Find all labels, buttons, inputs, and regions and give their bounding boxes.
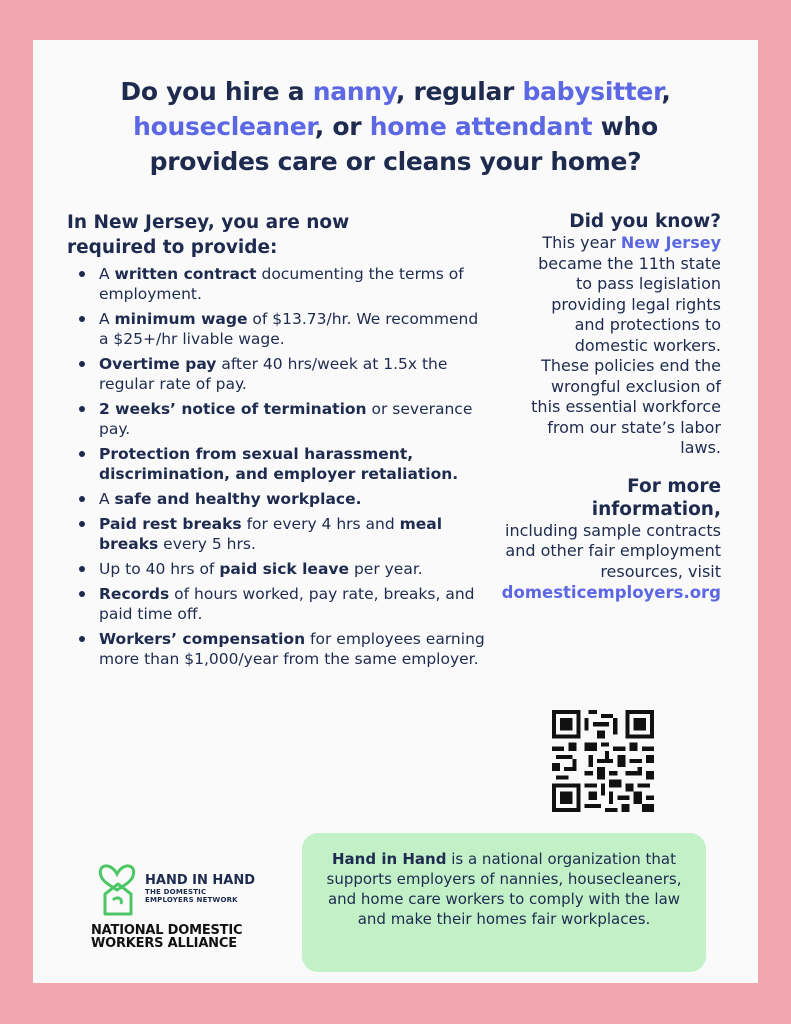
requirement-item: Records of hours worked, pay rate, breaks, and paid time off. xyxy=(99,584,487,624)
ndwa-logo: NATIONAL DOMESTIC WORKERS ALLIANCE xyxy=(91,923,243,951)
about-org-name: Hand in Hand xyxy=(332,850,447,868)
headline xyxy=(33,74,758,179)
state-name: New Jersey xyxy=(620,233,721,252)
about-box xyxy=(302,833,706,972)
hand-in-hand-logo-icon xyxy=(93,854,141,918)
headline-line-1: Do you hire a nanny, regular babysitter, xyxy=(120,77,671,106)
highlight-housecleaner: housecleaner xyxy=(133,112,315,141)
requirement-item: 2 weeks’ notice of termination or severance pay. xyxy=(99,399,487,439)
requirement-item: Overtime pay after 40 hrs/week at 1.5x the regular rate of pay. xyxy=(99,354,487,394)
headline-line-2: housecleaner, or home attendant who xyxy=(133,112,658,141)
headline-line-3: provides care or cleans your home? xyxy=(149,147,642,176)
requirement-item: A minimum wage of $13.73/hr. We recommend a $25+/hr livable wage. xyxy=(99,309,487,349)
highlight-home-attendant: home attendant xyxy=(369,112,593,141)
requirements-list xyxy=(67,264,487,669)
requirement-item: Workers’ compensation for employees earning more than $1,000/year from the same employer. xyxy=(99,629,487,669)
highlight-nanny: nanny xyxy=(312,77,396,106)
highlight-babysitter: babysitter xyxy=(522,77,662,106)
about-text: is a national organization that supports employers of nannies, housecleaners, and home care workers to comply with the law and make their homes fair workplaces. xyxy=(326,850,682,928)
requirement-item: A written contract documenting the terms of employment. xyxy=(99,264,487,304)
more-info-heading: For more information, xyxy=(591,475,721,520)
did-you-know-heading: Did you know? xyxy=(569,211,721,232)
requirements-heading: In New Jersey, you are now required to provide: xyxy=(67,212,350,258)
did-you-know-text: This year New Jersey became the 11th state to pass legislation providing legal rights and protections to domestic workers. These policies end the wrongful exclusion of this essential workforce from our state’s labor laws. xyxy=(531,233,721,457)
flyer-sheet xyxy=(33,40,758,983)
hand-in-hand-wordmark: HAND IN HAND THE DOMESTIC EMPLOYERS NETWORK xyxy=(145,873,255,904)
website-link[interactable]: domesticemployers.org xyxy=(501,583,721,602)
requirement-item: Paid rest breaks for every 4 hrs and meal breaks every 5 hrs. xyxy=(99,514,487,554)
more-info-text: including sample contracts and other fair employment resources, visit xyxy=(505,520,721,581)
requirement-item: A safe and healthy workplace. xyxy=(99,489,487,509)
requirements-section xyxy=(67,210,487,674)
did-you-know-section xyxy=(456,210,721,604)
qr-code-icon[interactable] xyxy=(552,710,654,812)
requirement-item: Protection from sexual harassment, discrimination, and employer retaliation. xyxy=(99,444,487,484)
requirement-item: Up to 40 hrs of paid sick leave per year. xyxy=(99,559,487,579)
